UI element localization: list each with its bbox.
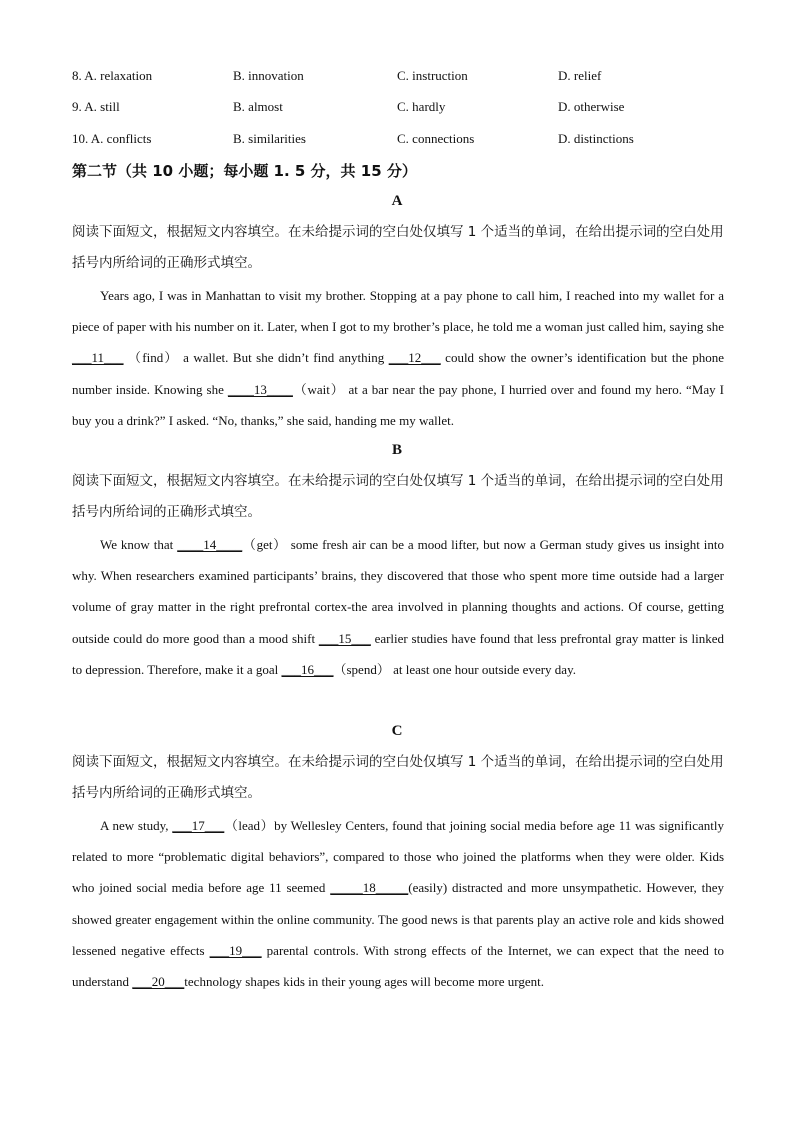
blank-12: ___12___ (388, 350, 441, 366)
passage-c-instruction: 阅读下面短文，根据短文内容填空。在未给提示词的空白处仅填写 1 个适当的单词，在给出提示词的空白处用括号内所给词的正确形式填空。 (72, 754, 724, 801)
passage-c-letter: C (391, 723, 403, 739)
blank-16: ___16___ (281, 661, 334, 677)
passage-a-instruction: 阅读下面短文，根据短文内容填空。在未给提示词的空白处仅填写 1 个适当的单词，在给出提示词的空白处用括号内所给词的正确形式填空。 (72, 224, 724, 271)
question-10-options (72, 131, 732, 151)
section-title: 第二节（共 10 小题；每小题 1. 5 分，共 15 分） (72, 162, 417, 180)
q10-option-c: C. connections (397, 131, 475, 146)
q8-option-a: 8. A. relaxation (72, 68, 153, 83)
blank-20: ___20___ (132, 974, 185, 990)
passage-a-letter: A (391, 193, 403, 209)
q10-option-b: B. similarities (233, 131, 306, 146)
q9-option-d: D. otherwise (558, 99, 625, 114)
q9-option-a: 9. A. still (72, 99, 120, 114)
passage-b-text: We know that ____14____（get） some fresh air can be a mood lifter, but now a German study gives us insight into why. When researchers examined participants’ brains, they discovered that those who spent more time outside had a larger volume of gray matter in the right prefrontal cortex-the area involved in planning thoughts and actions. Of course, getting outside could do more good than a mood shift ___15___ earlier studies have found that less prefrontal gray matter is linked to depression. Therefore, make it a goal ___16___（spend） at least one hour outside every day. (72, 537, 724, 677)
blank-14: ____14____ (177, 537, 243, 552)
q9-option-b: B. almost (233, 99, 283, 114)
question-9-options (72, 99, 732, 119)
passage-c-text: A new study, ___17___（lead）by Wellesley Centers, found that joining social media before age 11 was significantly related to more “problematic digital behaviors”, compared to those who joined the platforms when they were older. Kids who joined social media before age 11 seemed _____18_____(easily) distracted and more unsympathetic. However, they showed greater engagement within the online community. The good news is that parents play an active role and kids showed lessened negative effects ___19___ parental controls. With strong effects of the Internet, we can expect that the need to understand ___20___technology shapes kids in their young ages will become more urgent. (72, 818, 724, 990)
q8-option-c: C. instruction (397, 68, 468, 83)
passage-b-letter: B (391, 442, 402, 458)
passage-b-instruction: 阅读下面短文，根据短文内容填空。在未给提示词的空白处仅填写 1 个适当的单词，在给出提示词的空白处用括号内所给词的正确形式填空。 (72, 473, 724, 520)
q10-option-a: 10. A. conflicts (72, 131, 152, 146)
blank-15: ___15___ (318, 630, 371, 646)
blank-17: ___17___ (172, 818, 225, 833)
blank-18: _____18_____ (330, 880, 409, 896)
blank-19: ___19___ (209, 942, 262, 958)
q8-option-b: B. innovation (233, 68, 304, 83)
q8-option-d: D. relief (558, 68, 602, 83)
q9-option-c: C. hardly (397, 99, 446, 114)
question-8-options (72, 68, 732, 88)
q10-option-d: D. distinctions (558, 131, 634, 146)
blank-13: ____13____ (227, 381, 293, 397)
blank-11: ___11___ (72, 350, 124, 366)
passage-a-text: Years ago, I was in Manhattan to visit my brother. Stopping at a pay phone to call him, I reached into my wallet for a piece of paper with his number on it. Later, when I got to my brother’s place, he told me a woman just called him, saying she ___11___ （find） a wallet. But she didn’t find anything ___12___ could show the owner’s identification but the phone number inside. Knowing she ____13____（wait） at a bar near the pay phone, I hurried over and found my hero. “May I buy you a drink?” I asked. “No, thanks,” she said, handing me my wallet. (72, 288, 724, 428)
